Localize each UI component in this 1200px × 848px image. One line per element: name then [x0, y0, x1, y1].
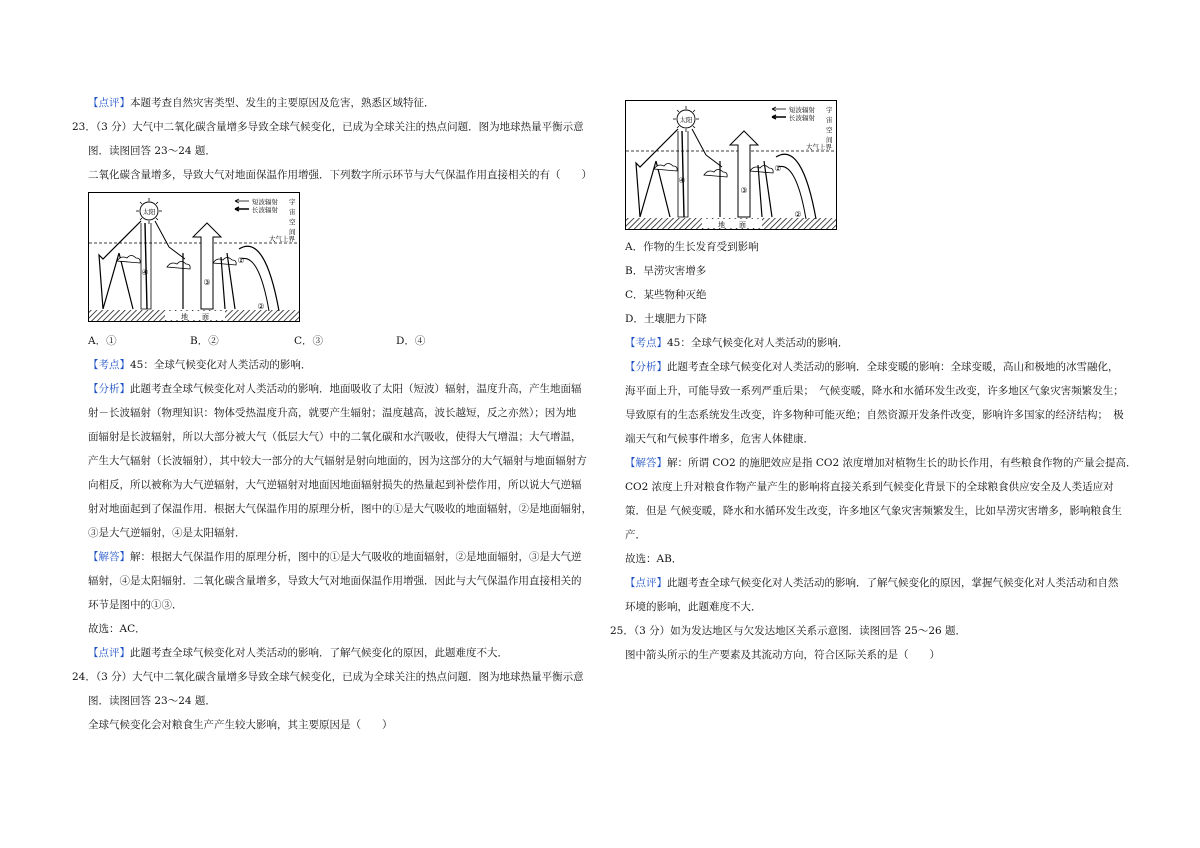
heat-balance-svg-1 [89, 193, 299, 321]
dianping-top: 【点评】本题考查自然灾害类型、发生的主要原因及危害，熟悉区域特征． [88, 97, 435, 109]
num-3: ③ [740, 186, 748, 195]
ground-label: 地 面 [181, 313, 209, 321]
sun-icon [136, 198, 162, 224]
q24-fenxi-3: 端天气和气候事件增多，危害人体健康． [625, 433, 814, 445]
q23-kaodian: 【考点】45：全球气候变化对人类活动的影响． [88, 359, 312, 371]
q24-option-b: B．旱涝灾害增多 [625, 265, 707, 277]
q24-fenxi-2: 导致原有的生态系统发生改变，许多物种可能灭绝；自然资源开发条件改变，影响许多国家的经济结构； 极 [625, 409, 1124, 421]
q24-fenxi-0: 【分析】此题考查全球气候变化对人类活动的影响．全球变暖的影响：全球变暖，高山和极地的冰雪融化， [625, 361, 1119, 373]
q23-answer: 故选：AC． [88, 623, 146, 635]
q23-fenxi-4: 向相反，所以被称为大气逆辐射，大气逆辐射对地面因地面辐射损失的热量起到补偿作用，所以说大气逆辐 [88, 479, 582, 491]
q23-fenxi-0: 【分析】此题考查全球气候变化对人类活动的影响．地面吸收了太阳（短波）辐射，温度升高，产生地面辐 [88, 383, 582, 395]
cloud-icon [654, 164, 773, 178]
q23-fenxi-3: 产生大气辐射（长波辐射），其中较大一部分的大气辐射是射向地面的，因为这部分的大气辐射与地面辐射方 [88, 455, 587, 467]
num-4: ④ [678, 176, 686, 185]
legend-short: 短波辐射 [789, 106, 815, 114]
q24-jieda-0: 【解答】解：所谓 CO2 的施肥效应是指 CO2 浓度增加对植物生长的助长作用，有些粮食作物的产量会提高． [625, 457, 1137, 469]
q24-jieda-1: CO2 浓度上升对粮食作物产量产生的影响将直接关系到气候变化背景下的全球粮食供应安全及人类适应对 [625, 481, 1114, 493]
q23-jieda-2: 环节是图中的①③． [88, 599, 183, 611]
q25-question: 图中箭头所示的生产要素及其流动方向，符合区际关系的是（ ） [625, 649, 940, 661]
legend-short: 短波辐射 [252, 198, 278, 206]
svg-text:宇: 宇 [289, 198, 296, 206]
num-1: ① [237, 256, 245, 265]
svg-text:宇: 宇 [826, 106, 833, 114]
cloud-icon [117, 256, 236, 270]
svg-text:空: 空 [826, 126, 833, 134]
svg-text:太阳: 太阳 [142, 208, 156, 216]
svg-text:间: 间 [289, 228, 296, 236]
heat-balance-diagram-1 [88, 192, 300, 322]
q24-option-a: A．作物的生长发育受到影响 [625, 241, 759, 253]
q23-options [88, 334, 425, 348]
q24-dianping-0: 【点评】此题考查全球气候变化对人类活动的影响．了解气候变化的原因，掌握气候变化对人类活动和自然 [625, 577, 1119, 589]
q24-stem-1: 24．（3 分）大气中二氧化碳含量增多导致全球气候变化，已成为全球关注的热点问题．图为地球热量平衡示意 [72, 671, 584, 683]
q23-stem-2: 图．读图回答 23～24 题． [88, 145, 216, 157]
q24-option-d: D．土壤肥力下降 [625, 313, 707, 325]
q23-dianping: 【点评】此题考查全球气候变化对人类活动的影响．了解气候变化的原因，此题难度不大． [88, 647, 508, 659]
num-1: ① [774, 164, 782, 173]
option-c: C．③ [294, 335, 324, 347]
heat-balance-svg-2 [626, 101, 836, 229]
q24-question: 全球气候变化会对粮食生产产生较大影响，其主要原因是（ ） [88, 719, 393, 731]
atmos-top-label: 大气上界 [269, 235, 295, 243]
q24-stem-2: 图．读图回答 23～24 题． [88, 695, 216, 707]
num-2: ② [257, 302, 265, 311]
q24-jieda-3: 产． [625, 529, 646, 541]
q23-fenxi-1: 射－长波辐射（物理知识：物体受热温度升高，就要产生辐射；温度越高，波长越短，反之亦然）；因为地 [88, 407, 577, 419]
option-d: D．④ [396, 335, 426, 347]
sun-icon [673, 106, 699, 132]
q23-fenxi-6: ③是大气逆辐射，④是太阳辐射． [88, 527, 246, 539]
num-2: ② [794, 210, 802, 219]
svg-text:宙: 宙 [826, 116, 833, 124]
svg-text:太阳: 太阳 [679, 116, 693, 124]
q23-stem-1: 23．（3 分）大气中二氧化碳含量增多导致全球气候变化，已成为全球关注的热点问题．图为地球热量平衡示意 [72, 121, 584, 133]
option-b: B．② [190, 335, 219, 347]
ground-label: 地 面 [718, 221, 746, 229]
legend-long: 长波辐射 [252, 206, 278, 214]
q24-kaodian: 【考点】45：全球气候变化对人类活动的影响． [625, 337, 849, 349]
q23-question: 二氧化碳含量增多，导致大气对地面保温作用增强．下列数字所示环节与大气保温作用直接相关的有（ ） [88, 169, 592, 181]
q24-jieda-2: 策．但是 气候变暖，降水和水循环发生改变，许多地区气象灾害频繁发生，比如旱涝灾害增多，影响粮食生 [625, 505, 1122, 517]
q25-stem: 25．（3 分）如为发达地区与欠发达地区关系示意图．读图回答 25～26 题． [610, 625, 967, 637]
q24-option-c: C．某些物种灭绝 [625, 289, 707, 301]
q23-jieda-0: 【解答】解：根据大气保温作用的原理分析，图中的①是大气吸收的地面辐射，②是地面辐射，③是大气逆 [88, 551, 582, 563]
num-3: ③ [203, 278, 211, 287]
q23-fenxi-2: 面辐射是长波辐射，所以大部分被大气（低层大气）中的二氧化碳和水汽吸收，使得大气增温；大气增温， [88, 431, 582, 443]
q24-dianping-1: 环境的影响，此题难度不大． [625, 601, 762, 613]
num-4: ④ [141, 268, 149, 277]
legend-long: 长波辐射 [789, 114, 815, 122]
q24-fenxi-1: 海平面上升，可能导致一系列严重后果； 气候变暖，降水和水循环发生改变，许多地区气象灾害频繁发生； [625, 385, 1124, 397]
atmos-top-label: 大气上界 [806, 143, 832, 151]
q23-fenxi-5: 射对地面起到了保温作用．根据大气保温作用的原理分析，图中的①是大气吸收的地面辐射，②是地面辐射， [88, 503, 592, 515]
dianping-label: 【点评】 [88, 97, 130, 109]
q24-answer: 故选：AB． [625, 553, 683, 565]
svg-text:空: 空 [289, 218, 296, 226]
option-a: A．① [88, 335, 117, 347]
heat-balance-diagram-2 [625, 100, 837, 230]
q23-jieda-1: 辐射，④是太阳辐射．二氧化碳含量增多，导致大气对地面保温作用增强．因此与大气保温作用直接相关的 [88, 575, 582, 587]
svg-text:间: 间 [826, 136, 833, 144]
svg-text:宙: 宙 [289, 208, 296, 216]
